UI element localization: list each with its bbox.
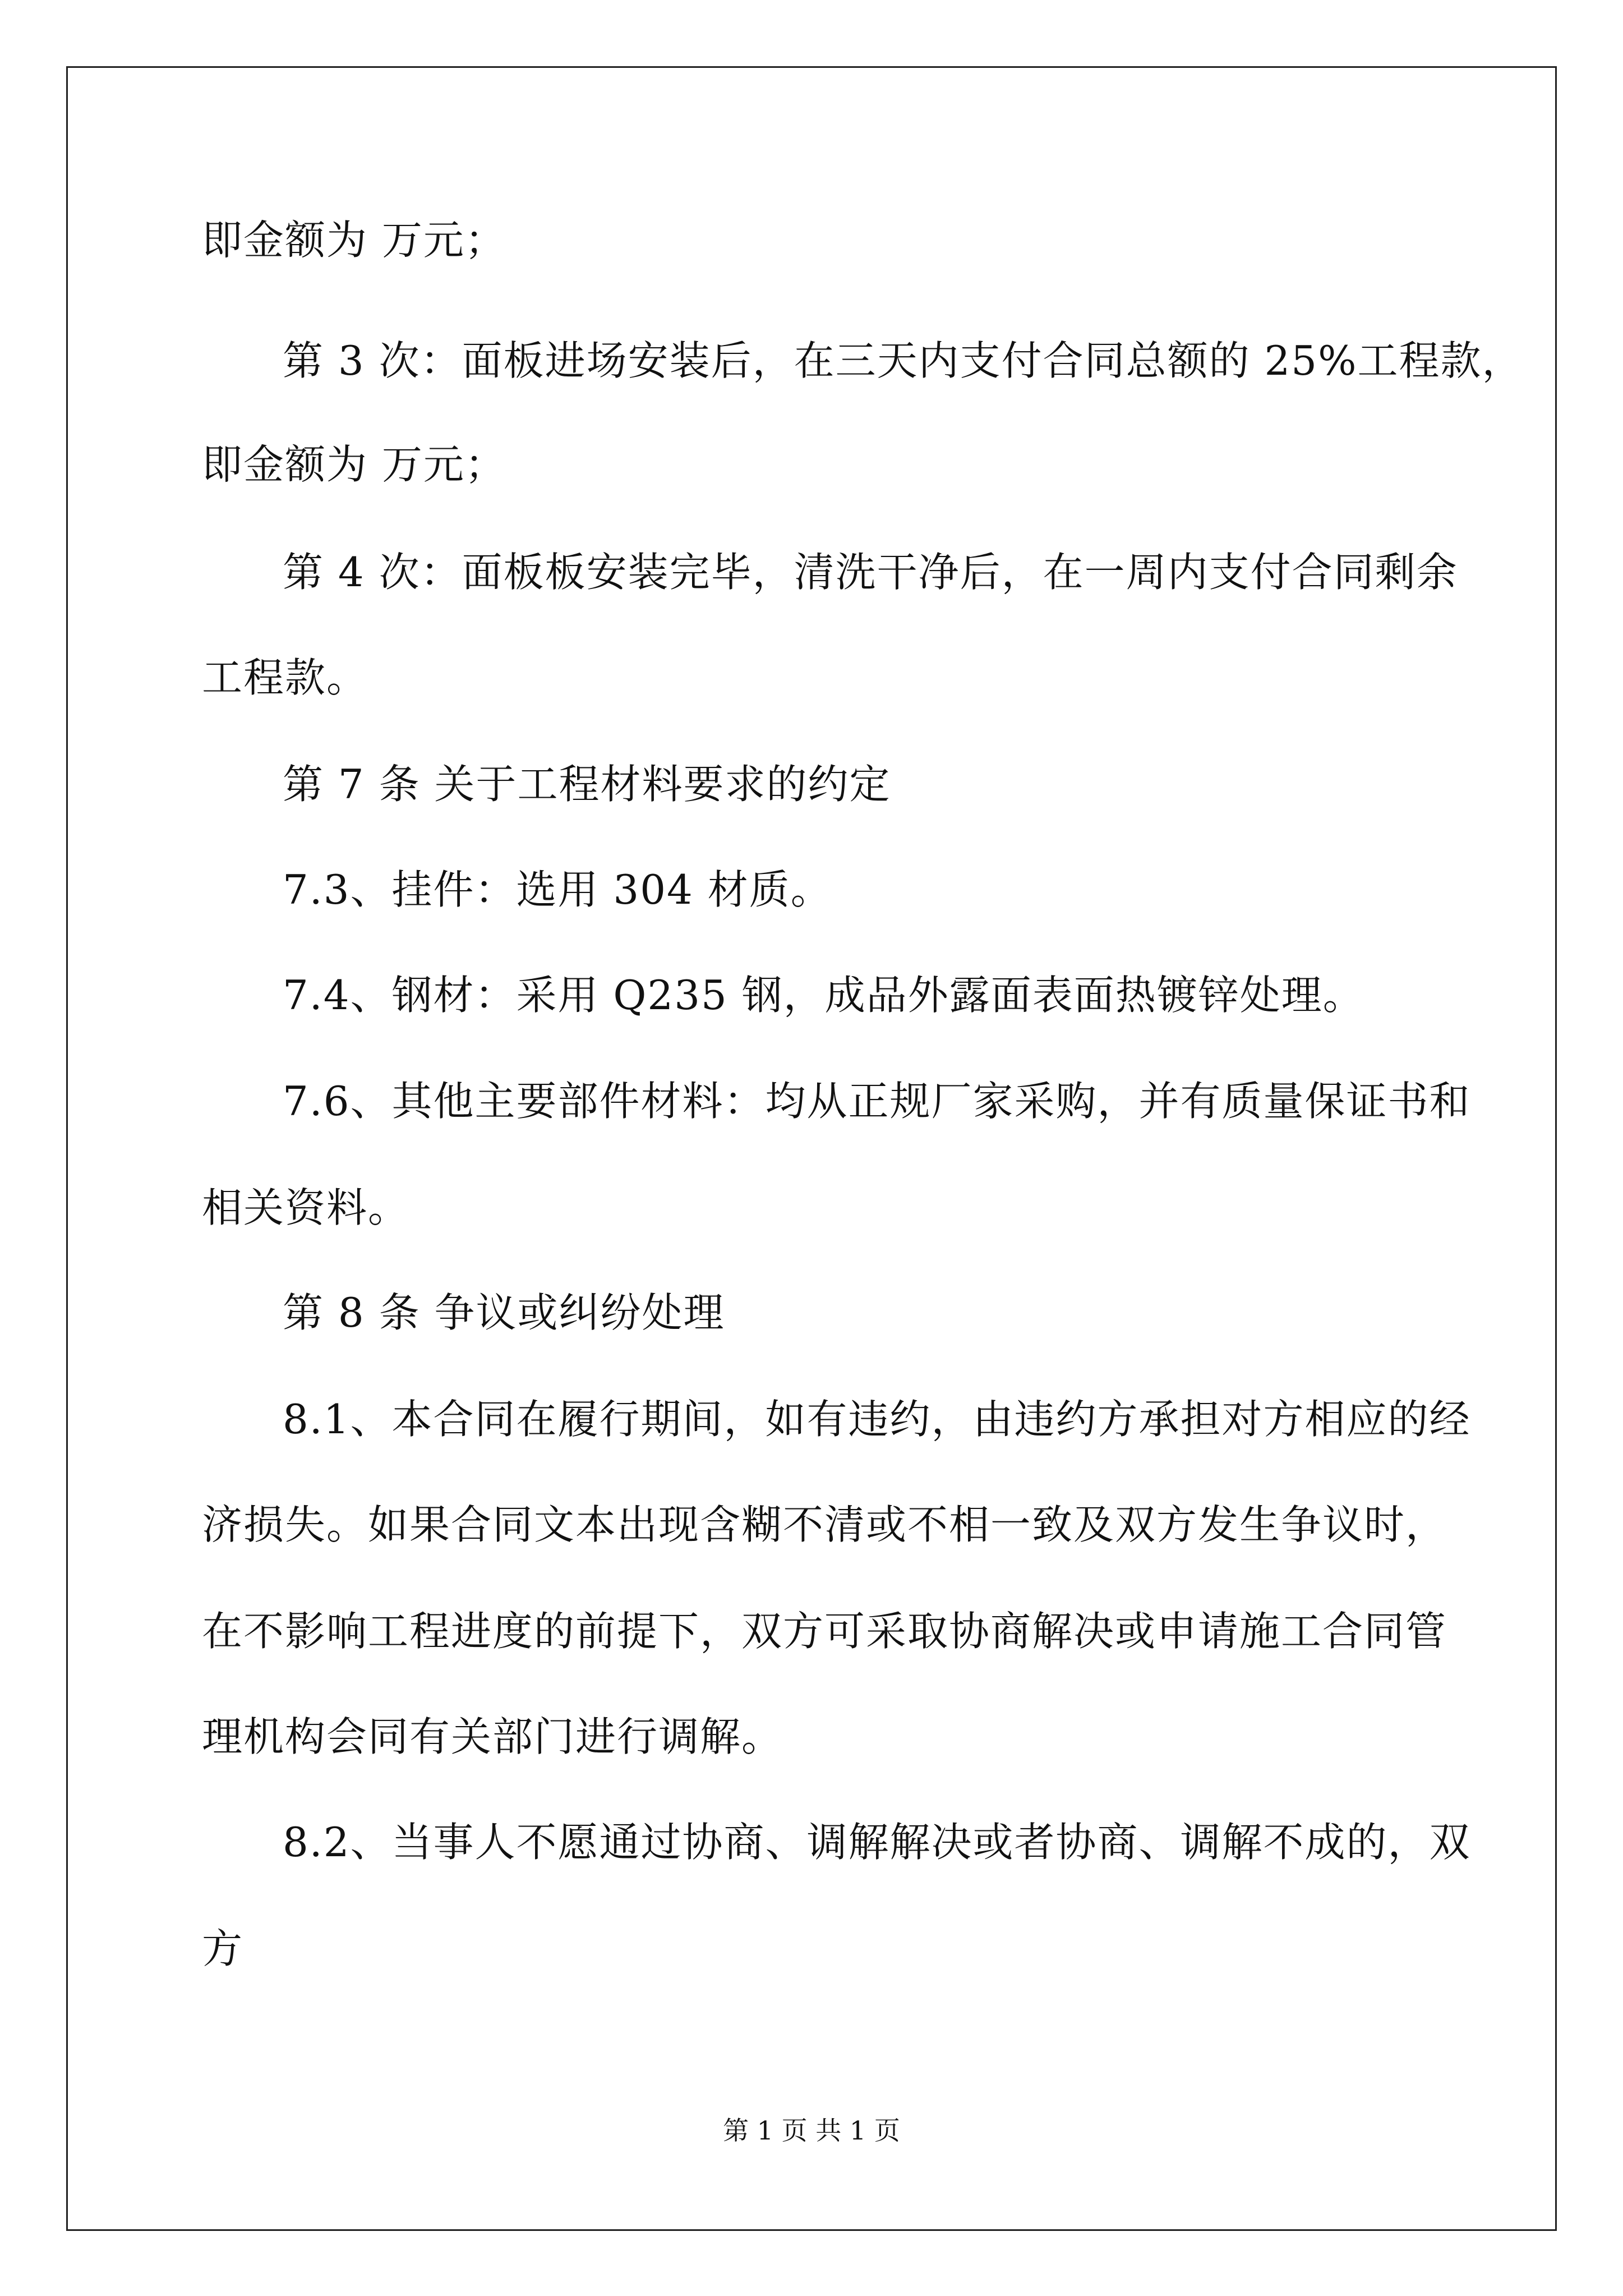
text-line: 8.2、当事人不愿通过协商、调解解决或者协商、调解不成的，双 xyxy=(283,1819,1471,1866)
text-line: 7.3、挂件：选用 304 材质。 xyxy=(283,866,832,913)
page-number-footer: 第 1 页 共 1 页 xyxy=(723,2115,900,2146)
section-heading: 第 8 条 争议或纠纷处理 xyxy=(283,1289,725,1336)
text-line: 工程款。 xyxy=(202,654,368,701)
text-line: 济损失。如果合同文本出现含糊不清或不相一致及双方发生争议时， xyxy=(202,1501,1447,1548)
text-line: 方 xyxy=(202,1925,244,1972)
page-border xyxy=(66,66,1557,2231)
text-line: 7.6、其他主要部件材料：均从正规厂家采购，并有质量保证书和 xyxy=(283,1078,1471,1125)
section-heading: 第 7 条 关于工程材料要求的约定 xyxy=(283,761,891,808)
text-line: 理机构会同有关部门进行调解。 xyxy=(202,1713,783,1760)
text-line: 即金额为 万元； xyxy=(202,441,506,488)
text-line: 在不影响工程进度的前提下，双方可采取协商解决或申请施工合同管 xyxy=(202,1608,1447,1655)
text-line: 第 4 次：面板板安装完毕，清洗干净后，在一周内支付合同剩余 xyxy=(283,549,1458,596)
text-line: 相关资料。 xyxy=(202,1184,410,1231)
text-line: 8.1、本合同在履行期间，如有违约，由违约方承担对方相应的经 xyxy=(283,1396,1471,1443)
text-line: 即金额为 万元； xyxy=(202,217,506,264)
text-line: 第 3 次：面板进场安装后，在三天内支付合同总额的 25%工程款， xyxy=(283,337,1524,384)
text-line: 7.4、钢材：采用 Q235 钢，成品外露面表面热镀锌处理。 xyxy=(283,972,1364,1019)
